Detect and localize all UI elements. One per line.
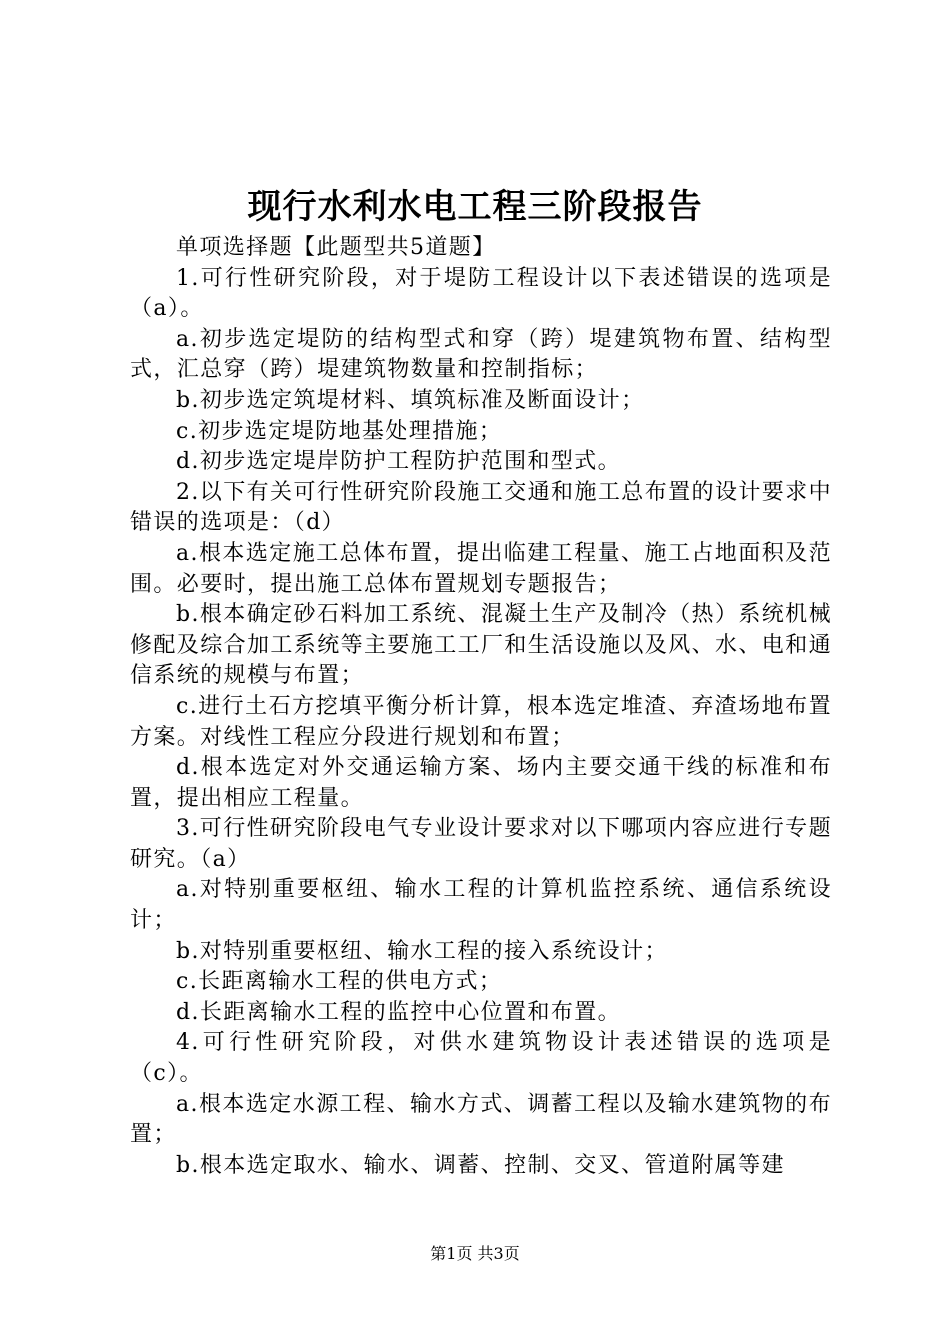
question-2-option-c: c.进行土石方挖填平衡分析计算，根本选定堆渣、弃渣场地布置方案。对线性工程应分段进行规划和布置；: [130, 693, 832, 750]
section-heading: 单项选择题【此题型共5道题】: [176, 235, 496, 260]
question-1-option-a: a.初步选定堤防的结构型式和穿（跨）堤建筑物布置、结构型式，汇总穿（跨）堤建筑物数量和控制指标；: [130, 326, 832, 383]
question-4-option-b: b.根本选定取水、输水、调蓄、控制、交叉、管道附属等建: [176, 1152, 785, 1178]
question-2: 2.以下有关可行性研究阶段施工交通和施工总布置的设计要求中错误的选项是：（d）: [130, 479, 832, 536]
question-3-option-a: a.对特别重要枢纽、输水工程的计算机监控系统、通信系统设计；: [130, 877, 832, 934]
question-1-option-d: d.初步选定堤岸防护工程防护范围和型式。: [176, 449, 622, 475]
question-3-option-c: c.长距离输水工程的供电方式；: [176, 969, 503, 995]
question-1-option-c: c.初步选定堤防地基处理措施；: [176, 418, 503, 444]
page-footer: 第1页 共3页: [430, 1244, 520, 1263]
question-4: 4.可行性研究阶段，对供水建筑物设计表述错误的选项是（c）。: [130, 1030, 832, 1087]
question-4-option-a: a.根本选定水源工程、输水方式、调蓄工程以及输水建筑物的布置；: [130, 1091, 832, 1148]
question-1: 1.可行性研究阶段，对于堤防工程设计以下表述错误的选项是（a）。: [130, 265, 832, 322]
question-2-option-a: a.根本选定施工总体布置，提出临建工程量、施工占地面积及范围。必要时，提出施工总体布置规划专题报告；: [130, 540, 832, 597]
question-2-option-b: b.根本确定砂石料加工系统、混凝土生产及制冷（热）系统机械修配及综合加工系统等主要施工工厂和生活设施以及风、水、电和通信系统的规模与布置；: [130, 602, 833, 689]
document-body: [130, 233, 832, 1181]
question-3-option-b: b.对特别重要枢纽、输水工程的接入系统设计；: [176, 938, 668, 964]
question-3: 3.可行性研究阶段电气专业设计要求对以下哪项内容应进行专题研究。（a）: [130, 816, 832, 872]
question-3-option-d: d.长距离输水工程的监控中心位置和布置。: [176, 999, 622, 1025]
document-title: 现行水利水电工程三阶段报告: [247, 187, 703, 227]
question-2-option-d: d.根本选定对外交通运输方案、场内主要交通干线的标准和布置，提出相应工程量。: [130, 755, 832, 811]
question-1-option-b: b.初步选定筑堤材料、填筑标准及断面设计；: [176, 387, 645, 413]
